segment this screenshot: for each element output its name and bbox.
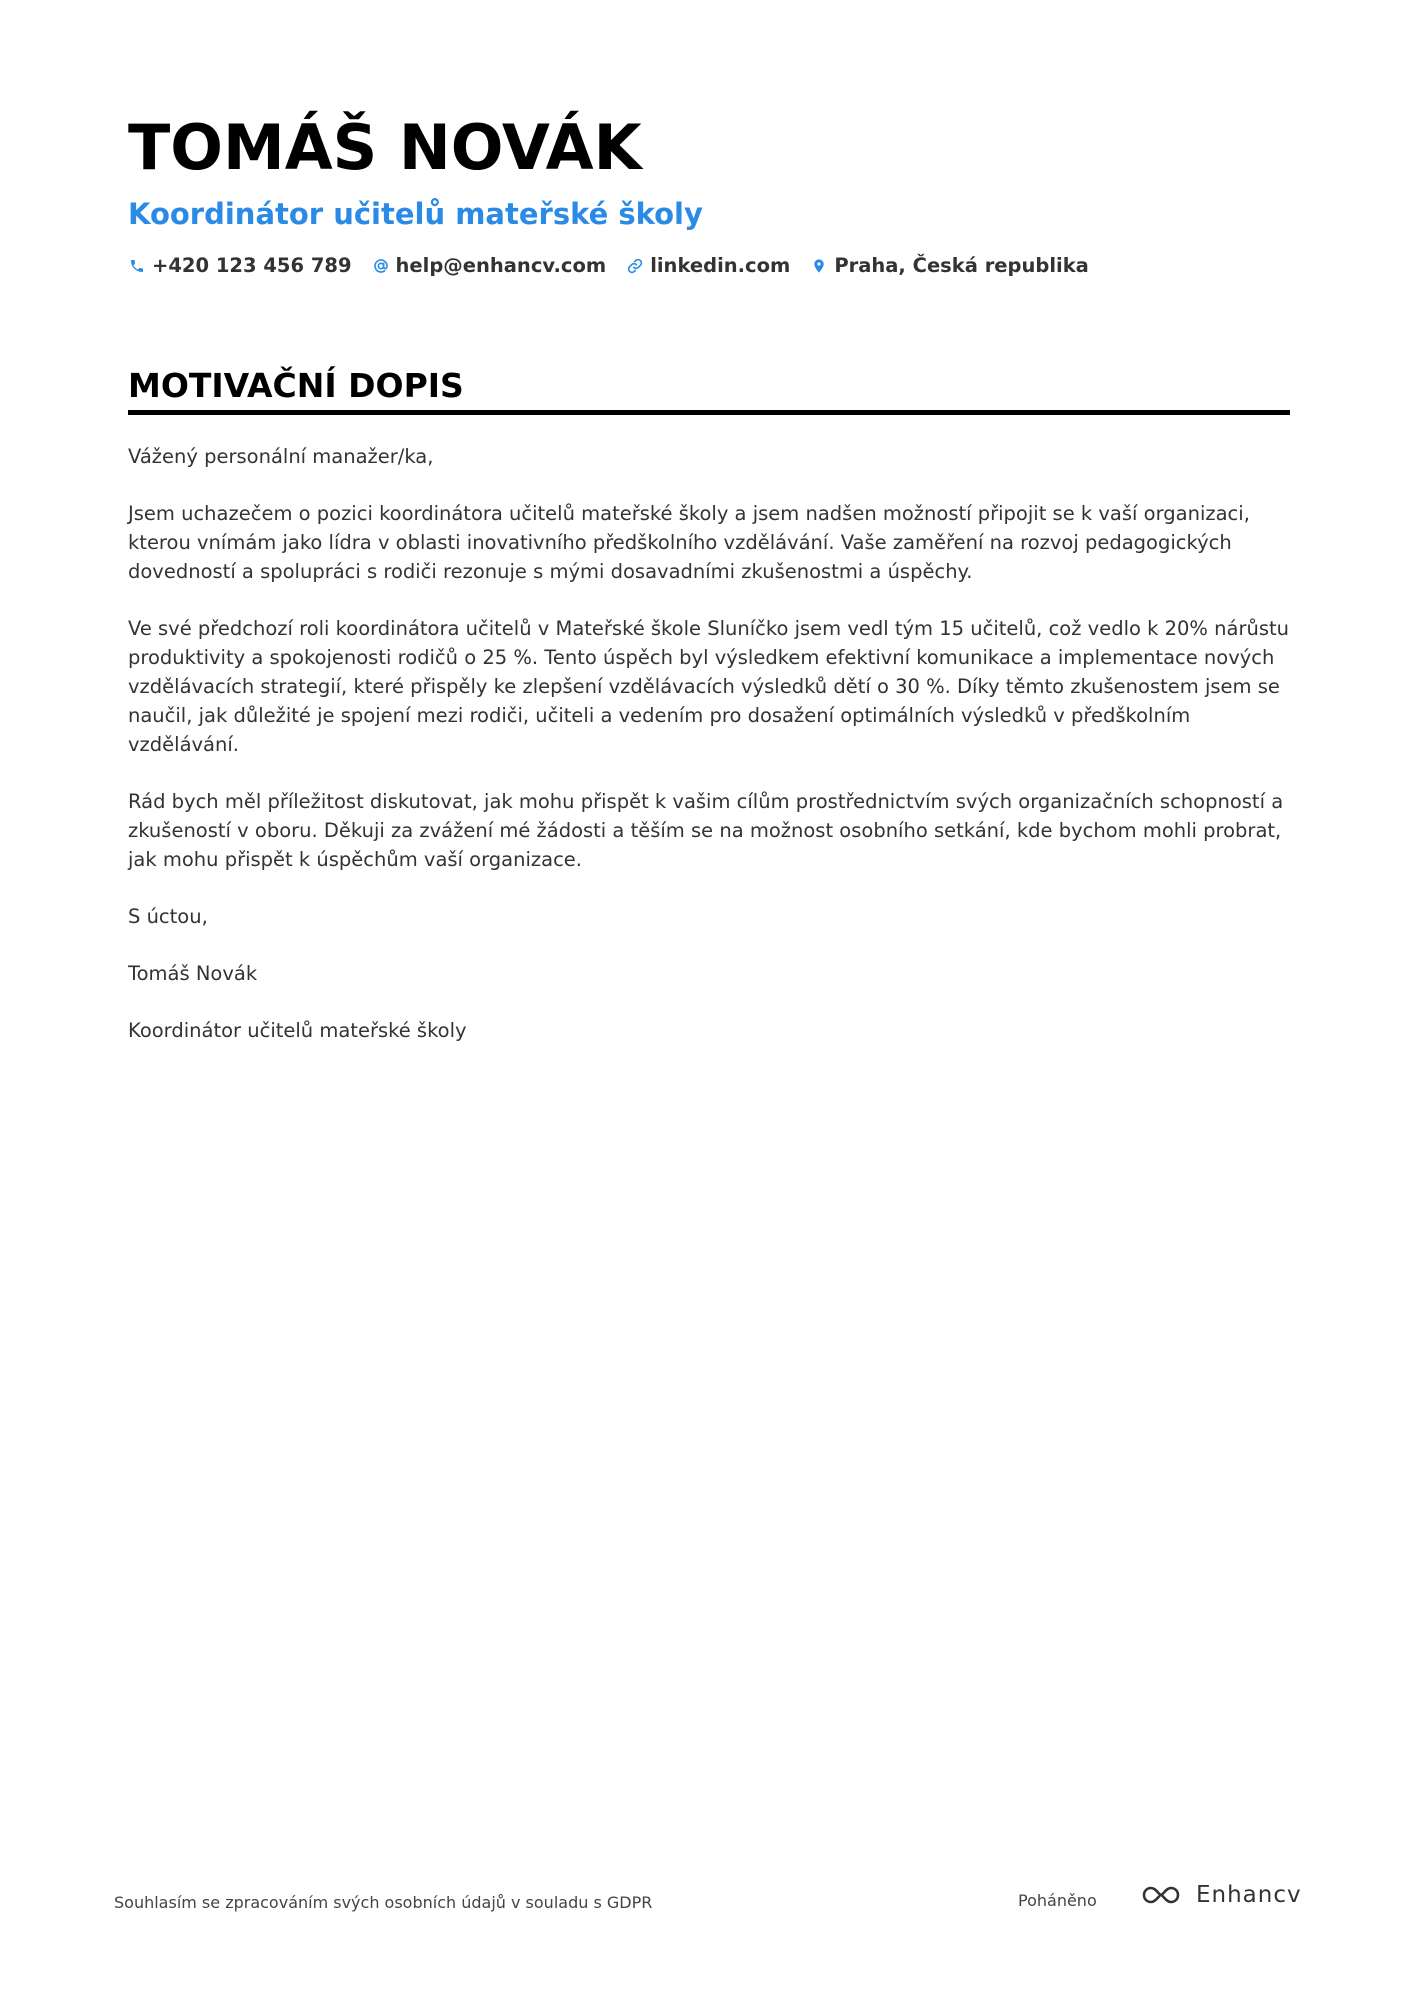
letter-paragraph: Ve své předchozí roli koordinátora učitelů v Mateřské škole Sluníčko jsem vedl tým 15 učitelů, což vedlo k 20% nárůstu produktivity a spokojenosti rodičů o 25 %. Tento úspěch byl výsledkem efektivní komunikace a implementace nových vzdělávacích strategií, které přispěly ke zlepšení vzdělávacích výsledků dětí o 30 %. Díky těmto zkušenostem jsem se naučil, jak důležité je spojení mezi rodiči, učiteli a vedením pro dosažení optimálních výsledků v předškolním vzdělávání. [128,617,1290,756]
contact-phone [128,254,352,277]
signature-name: Tomáš Novák [128,962,258,985]
at-sign-icon [372,257,390,275]
phone-icon [128,257,146,275]
email-text[interactable]: help@enhancv.com [395,254,607,277]
map-pin-icon [810,257,828,275]
closing: S úctou, [128,905,208,928]
enhancv-logo-text: Enhancv [1196,1882,1302,1908]
linkedin-text[interactable]: linkedin.com [650,254,791,277]
letter-body [128,442,1290,1073]
location-text: Praha, Česká republika [834,254,1089,277]
section-heading [128,364,1290,415]
candidate-title: Koordinátor učitelů mateřské školy [128,197,703,231]
link-icon [626,257,644,275]
letter-paragraph: Rád bych měl příležitost diskutovat, jak mohu přispět k vašim cílům prostřednictvím svých organizačních schopností a zkušeností v oboru. Děkuji za zvážení mé žádosti a těším se na možnost osobního setkání, kde bychom mohli probrat, jak mohu přispět k úspěchům vaší organizace. [128,790,1284,871]
section-title: MOTIVAČNÍ DOPIS [128,366,464,405]
contact-location [810,254,1089,277]
enhancv-logo-icon [1138,1882,1184,1908]
salutation: Vážený personální manažer/ka, [128,445,434,468]
letter-paragraph: Jsem uchazečem o pozici koordinátora učitelů mateřské školy a jsem nadšen možností připojit se k vaší organizaci, kterou vnímám jako lídra v oblasti inovativního předškolního vzdělávání. Vaše zaměření na rozvoj pedagogických dovedností a spolupráci s rodiči rezonuje s mými dosavadními zkušenostmi a úspěchy. [128,502,1250,583]
gdpr-consent: Souhlasím se zpracováním svých osobních údajů v souladu s GDPR [114,1893,653,1912]
contact-row [128,254,1288,277]
header [128,108,1288,277]
contact-linkedin[interactable] [626,254,790,277]
candidate-name: TOMÁŠ NOVÁK [128,111,642,184]
contact-email[interactable] [372,254,607,277]
enhancv-logo[interactable] [1138,1882,1302,1908]
section-divider [128,410,1290,415]
phone-text: +420 123 456 789 [152,254,352,277]
powered-by-label: Poháněno [1018,1891,1097,1910]
signature-title: Koordinátor učitelů mateřské školy [128,1019,467,1042]
